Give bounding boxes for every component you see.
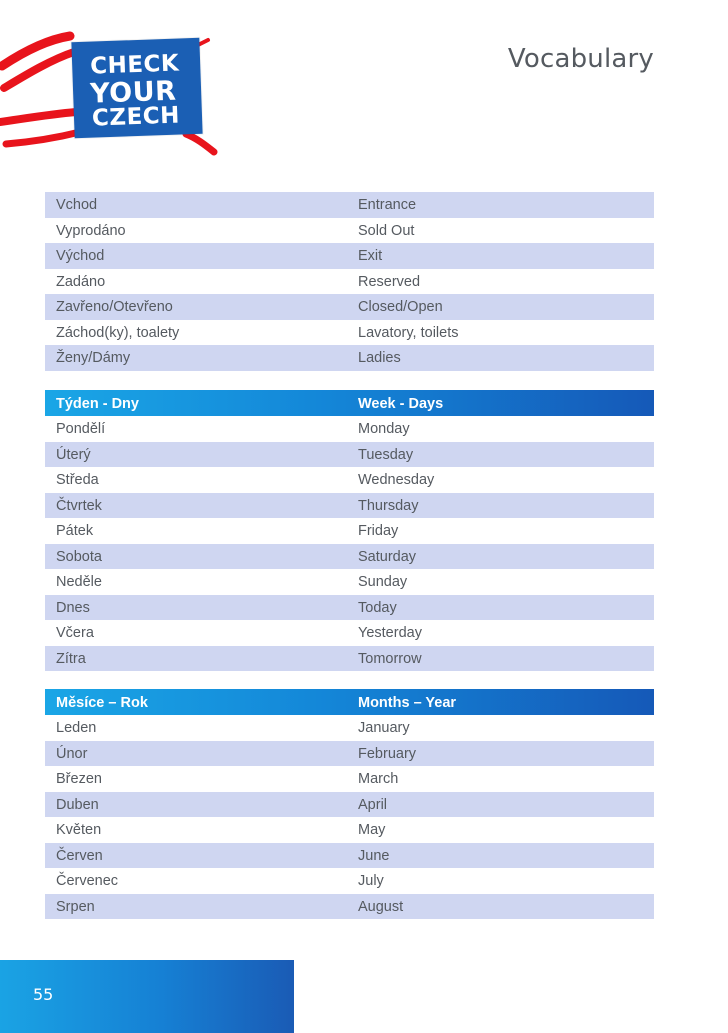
- table-row: [45, 766, 654, 792]
- english-term: January: [358, 720, 410, 736]
- table-row: [45, 269, 654, 295]
- english-term: Exit: [358, 248, 383, 264]
- czech-term: Včera: [56, 625, 94, 641]
- logo-text-your: YOUR: [89, 75, 177, 110]
- english-term: Wednesday: [358, 472, 435, 488]
- table-row: [45, 715, 654, 741]
- czech-term: Červenec: [56, 873, 119, 889]
- check-your-czech-logo: [0, 26, 220, 156]
- table-row: [45, 518, 654, 544]
- table-row: [45, 416, 654, 442]
- czech-term: Únor: [56, 745, 88, 762]
- czech-term: Čtvrtek: [56, 497, 102, 514]
- czech-term: Březen: [56, 771, 102, 787]
- czech-term: Středa: [56, 472, 99, 488]
- english-term: Thursday: [358, 497, 419, 514]
- english-term: July: [358, 873, 384, 889]
- english-term: June: [358, 847, 390, 864]
- czech-term: Východ: [56, 248, 105, 264]
- table-row: [45, 646, 654, 672]
- czech-term: Srpen: [56, 898, 95, 915]
- table-row: [45, 493, 654, 519]
- czech-term: Leden: [56, 720, 97, 736]
- czech-term: Zadáno: [56, 273, 106, 290]
- english-term: Tuesday: [358, 446, 414, 463]
- english-term: Saturday: [358, 548, 417, 565]
- table-row: [45, 192, 654, 218]
- table-row: [45, 218, 654, 244]
- english-term: August: [358, 898, 404, 915]
- czech-term: Pátek: [56, 523, 94, 539]
- english-term: Sunday: [358, 574, 408, 590]
- signs-table: [45, 192, 654, 371]
- header-czech: Měsíce – Rok: [56, 695, 148, 711]
- english-term: Friday: [358, 523, 399, 539]
- english-term: April: [358, 796, 388, 813]
- czech-term: Sobota: [56, 548, 102, 565]
- table-header-row: [45, 390, 654, 416]
- table-row: [45, 620, 654, 646]
- czech-term: Úterý: [56, 446, 91, 463]
- months-table: [45, 689, 654, 919]
- english-term: Sold Out: [358, 222, 415, 239]
- czech-term: Pondělí: [56, 421, 106, 437]
- english-term: Yesterday: [358, 625, 422, 641]
- czech-term: Zítra: [56, 650, 86, 667]
- header-english: Week - Days: [358, 396, 444, 412]
- days-table: [45, 390, 654, 671]
- page-number: 55: [33, 985, 54, 1004]
- table-row: [45, 792, 654, 818]
- czech-term: Duben: [56, 796, 99, 813]
- english-term: Entrance: [358, 197, 417, 213]
- table-row: [45, 243, 654, 269]
- english-term: Reserved: [358, 273, 421, 290]
- table-row: [45, 294, 654, 320]
- czech-term: Květen: [56, 822, 102, 838]
- table-row: [45, 843, 654, 869]
- table-row: [45, 544, 654, 570]
- table-row: [45, 569, 654, 595]
- english-term: Lavatory, toilets: [358, 324, 459, 341]
- table-row: [45, 595, 654, 621]
- footer-bar: [0, 960, 294, 1033]
- english-term: Closed/Open: [358, 299, 443, 315]
- english-term: Monday: [358, 421, 410, 437]
- table-row: [45, 320, 654, 346]
- czech-term: Záchod(ky), toalety: [56, 324, 180, 341]
- page-title: Vocabulary: [507, 44, 654, 74]
- table-row: [45, 345, 654, 371]
- table-row: [45, 467, 654, 493]
- english-term: Tomorrow: [358, 650, 422, 667]
- header-czech: Týden - Dny: [56, 396, 139, 412]
- table-row: [45, 868, 654, 894]
- czech-term: Zavřeno/Otevřeno: [56, 299, 173, 315]
- table-row: [45, 741, 654, 767]
- logo-text-check: CHECK: [89, 50, 180, 80]
- english-term: Ladies: [358, 350, 401, 366]
- czech-term: Neděle: [56, 574, 102, 590]
- czech-term: Červen: [56, 847, 103, 864]
- english-term: February: [358, 745, 417, 762]
- table-row: [45, 817, 654, 843]
- czech-term: Vchod: [56, 197, 98, 213]
- logo-card: [71, 38, 202, 138]
- czech-term: Ženy/Dámy: [56, 350, 131, 366]
- table-row: [45, 894, 654, 920]
- header-english: Months – Year: [358, 695, 457, 711]
- czech-term: Vyprodáno: [56, 222, 126, 239]
- table-row: [45, 442, 654, 468]
- english-term: May: [358, 822, 386, 838]
- english-term: Today: [358, 599, 397, 616]
- czech-term: Dnes: [56, 599, 90, 616]
- table-header-row: [45, 689, 654, 715]
- english-term: March: [358, 771, 399, 787]
- logo-text-czech: CZECH: [91, 102, 181, 132]
